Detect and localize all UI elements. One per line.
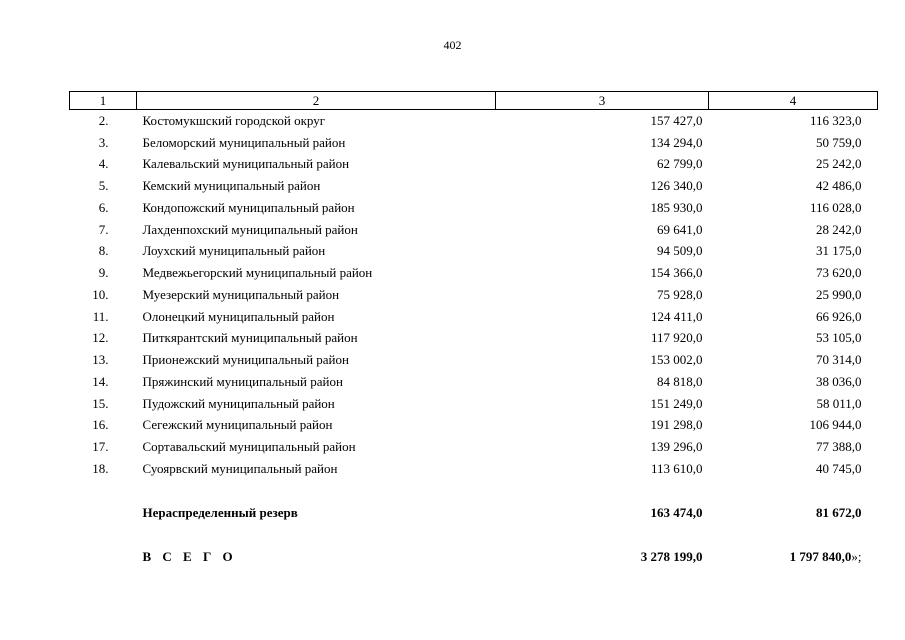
value-col3: 117 920,0: [650, 330, 703, 346]
grand-total-row: [70, 546, 878, 568]
value-col3: 153 002,0: [650, 352, 703, 368]
value-col3: 126 340,0: [650, 178, 703, 194]
grand-total-value: 1 797 840,0: [789, 548, 852, 564]
column-number-row: [70, 92, 878, 110]
value-col4: 40 745,0: [816, 460, 862, 476]
spacer-row: [70, 524, 878, 546]
value-col3: 185 930,0: [650, 199, 703, 215]
spacer-row: [70, 480, 878, 502]
district-name: Олонецкий муниципальный район: [142, 308, 335, 324]
row-number: 15.: [92, 395, 109, 411]
table-row: [70, 349, 878, 371]
value-col3: 113 610,0: [650, 460, 703, 476]
reserve-row: [70, 502, 878, 524]
value-col3: 69 641,0: [657, 221, 703, 237]
table-row: [70, 197, 878, 219]
grand-total-value-col3: 3 278 199,0: [640, 548, 703, 564]
value-col3: 124 411,0: [650, 308, 703, 324]
value-col3: 62 799,0: [657, 156, 703, 172]
district-name: Суоярвский муниципальный район: [142, 460, 338, 476]
row-number: 8.: [98, 243, 109, 259]
row-number: 12.: [92, 330, 109, 346]
value-col4: 73 620,0: [816, 265, 862, 281]
value-col4: 77 388,0: [816, 439, 862, 455]
row-number: 7.: [98, 221, 109, 237]
district-name: Лахденпохский муниципальный район: [142, 221, 358, 237]
page-number: 402: [443, 38, 462, 52]
row-number: 13.: [92, 352, 109, 368]
district-name: Кемский муниципальный район: [142, 178, 321, 194]
closing-quote-suffix: »;: [851, 548, 862, 564]
table-row: [70, 175, 878, 197]
table-row: [70, 436, 878, 458]
row-number: 4.: [98, 156, 109, 172]
value-col4: 66 926,0: [816, 308, 862, 324]
value-col4: 70 314,0: [816, 352, 862, 368]
grand-total-value-col4: [709, 546, 878, 568]
table-row: [70, 371, 878, 393]
value-col3: 139 296,0: [650, 439, 703, 455]
value-col4: 42 486,0: [816, 178, 862, 194]
district-name: Пудожский муниципальный район: [142, 395, 335, 411]
grand-total-label: [137, 546, 496, 568]
district-name: Питкярантский муниципальный район: [142, 330, 358, 346]
row-number: 14.: [92, 373, 109, 389]
row-number: 18.: [92, 460, 109, 476]
district-name: Беломорский муниципальный район: [142, 134, 346, 150]
value-col4: 28 242,0: [816, 221, 862, 237]
table-row: [70, 393, 878, 415]
grand-total-label-text: В С Е Г О: [142, 548, 237, 564]
value-col4: 25 990,0: [816, 286, 862, 302]
value-col3: 75 928,0: [657, 286, 703, 302]
value-col4: 106 944,0: [809, 417, 862, 433]
table-row: [70, 132, 878, 154]
value-col4: 53 105,0: [816, 330, 862, 346]
reserve-value-col3: 163 474,0: [650, 504, 703, 520]
row-number: 11.: [92, 308, 109, 324]
district-name: Пряжинский муниципальный район: [142, 373, 343, 389]
table-row: [70, 284, 878, 306]
row-number: 9.: [98, 265, 109, 281]
value-col3: 157 427,0: [650, 112, 703, 128]
value-col4: 116 323,0: [809, 112, 862, 128]
column-header-2: 2: [137, 92, 496, 110]
district-name: Медвежьегорский муниципальный район: [142, 265, 373, 281]
district-name: Калевальский муниципальный район: [142, 156, 350, 172]
table-row: [70, 415, 878, 437]
value-col4: 50 759,0: [816, 134, 862, 150]
table-row: [70, 458, 878, 480]
allocation-table: [69, 91, 878, 568]
district-name: Сортавальский муниципальный район: [142, 439, 356, 455]
value-col3: 84 818,0: [657, 373, 703, 389]
table-row: [70, 241, 878, 263]
value-col4: 25 242,0: [816, 156, 862, 172]
value-col3: 151 249,0: [650, 395, 703, 411]
row-number: 10.: [92, 286, 109, 302]
table-row: [70, 110, 878, 132]
row-number: 6.: [98, 199, 109, 215]
district-name: Сегежский муниципальный район: [142, 417, 333, 433]
value-col3: 134 294,0: [650, 134, 703, 150]
table-row: [70, 306, 878, 328]
column-header-1: 1: [70, 92, 137, 110]
district-name: Кондопожский муниципальный район: [142, 199, 355, 215]
value-col3: 94 509,0: [657, 243, 703, 259]
value-col4: 116 028,0: [809, 199, 862, 215]
value-col3: 154 366,0: [650, 265, 703, 281]
district-name: Костомукшский городской округ: [142, 112, 326, 128]
reserve-label: Нераспределенный резерв: [142, 504, 298, 520]
table-row: [70, 328, 878, 350]
district-name: Прионежский муниципальный район: [142, 352, 349, 368]
row-number: 3.: [98, 134, 109, 150]
table-row: [70, 219, 878, 241]
district-name: Лоухский муниципальный район: [142, 243, 326, 259]
row-number: 2.: [98, 112, 109, 128]
column-header-4: 4: [709, 92, 878, 110]
value-col4: 38 036,0: [816, 373, 862, 389]
table-row: [70, 262, 878, 284]
row-number: 16.: [92, 417, 109, 433]
row-number: 17.: [92, 439, 109, 455]
table-row: [70, 154, 878, 176]
reserve-value-col4: 81 672,0: [816, 504, 862, 520]
district-name: Муезерский муниципальный район: [142, 286, 340, 302]
value-col4: 31 175,0: [816, 243, 862, 259]
value-col3: 191 298,0: [650, 417, 703, 433]
column-header-3: 3: [496, 92, 709, 110]
value-col4: 58 011,0: [816, 395, 862, 411]
row-number: 5.: [98, 178, 109, 194]
